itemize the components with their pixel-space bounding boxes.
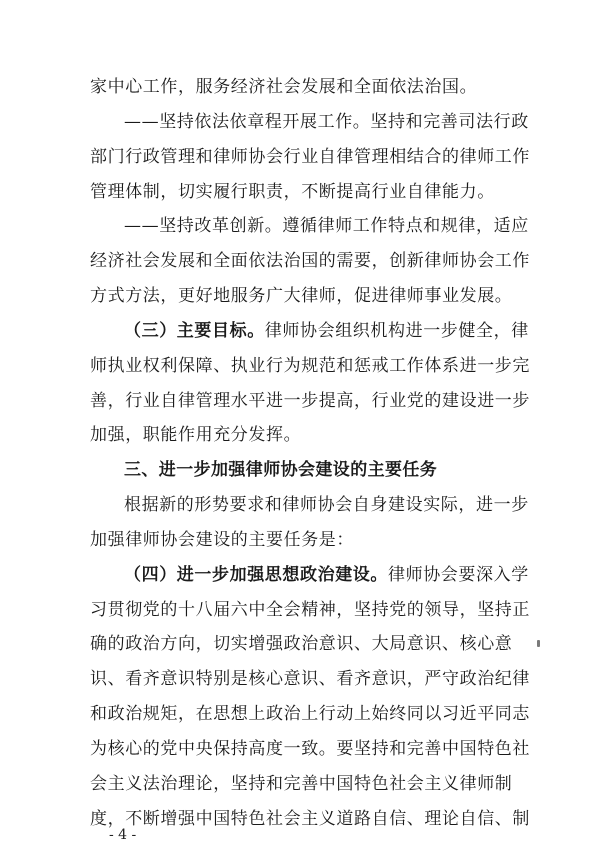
text-line: 经济社会发展和全面依法治国的需要，创新律师协会工作 <box>90 251 530 271</box>
text-line: 和政治规矩，在思想上政治上行动上始终同以习近平同志 <box>90 704 530 724</box>
text-line: 会主义法治理论，坚持和完善中国特色社会主义律师制 <box>90 774 513 794</box>
text-line: 根据新的形势要求和律师协会自身建设实际，进一步 <box>124 495 529 515</box>
text-line: 为核心的党中央保持高度一致。要坚持和完善中国特色社 <box>90 739 530 759</box>
text-line: ——坚持依法依章程开展工作。坚持和完善司法行政 <box>124 112 529 132</box>
text-line: 度，不断增强中国特色社会主义道路自信、理论自信、制 <box>90 809 530 829</box>
text-line: 确的政治方向，切实增强政治意识、大局意识、核心意 <box>90 634 513 654</box>
text-line: 家中心工作，服务经济社会发展和全面依法治国。 <box>90 77 478 97</box>
paragraph-political <box>124 564 529 586</box>
text-line: 加强律师协会建设的主要任务是： <box>90 530 354 550</box>
text-run: 律师协会组织机构进一步健全，律 <box>264 321 529 341</box>
scan-mark <box>537 640 540 647</box>
text-line: 师执业权利保障、执业行为规范和惩戒工作体系进一步完 <box>90 356 530 376</box>
text-line: 部门行政管理和律师协会行业自律管理相结合的律师工作 <box>90 147 530 167</box>
text-line: 善，行业自律管理水平进一步提高，行业党的建设进一步 <box>90 391 530 411</box>
text-line: 管理体制，切实履行职责，不断提高行业自律能力。 <box>90 182 495 202</box>
text-line: ——坚持改革创新。遵循律师工作特点和规律，适应 <box>124 216 529 236</box>
text-run: 律师协会要深入学 <box>388 565 529 585</box>
text-line: 识、看齐意识特别是核心意识、看齐意识，严守政治纪律 <box>90 669 530 689</box>
page-number: - 4 - <box>109 827 137 843</box>
text-line: 加强，职能作用充分发挥。 <box>90 425 302 445</box>
text-line: 习贯彻党的十八届六中全会精神，坚持党的领导，坚持正 <box>90 600 530 620</box>
text-line: 方式方法，更好地服务广大律师，促进律师事业发展。 <box>90 286 513 306</box>
subheading-political-building: （四）进一步加强思想政治建设。 <box>124 565 388 585</box>
section-heading: 三、进一步加强律师协会建设的主要任务 <box>124 460 438 480</box>
subheading-main-goals: （三）主要目标。 <box>124 321 265 341</box>
paragraph-goal <box>124 320 529 342</box>
